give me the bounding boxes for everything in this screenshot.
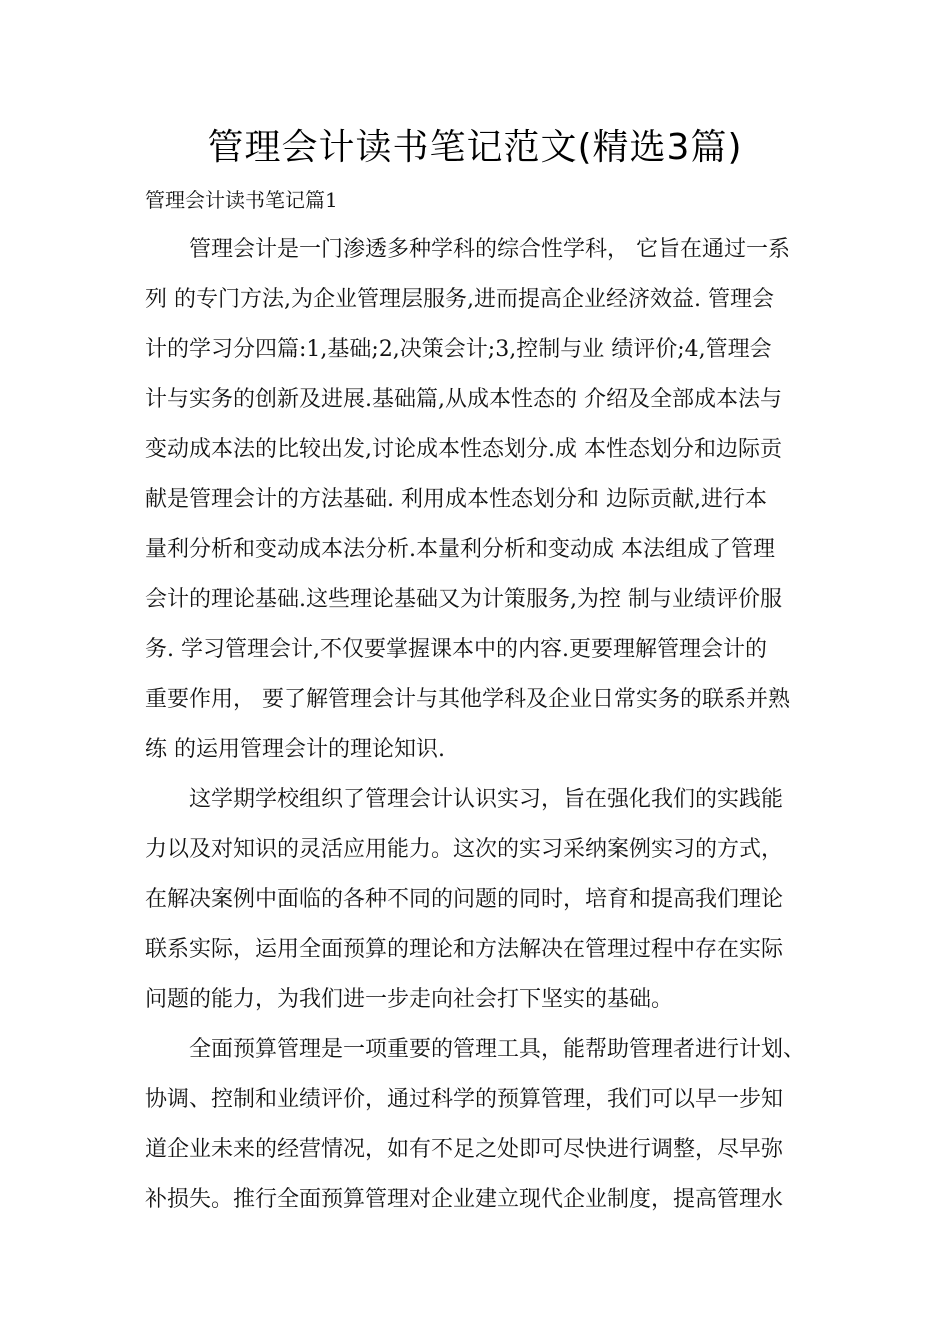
- paragraph-line: 变动成本法的比较出发,讨论成本性态划分.成 本性态划分和边际贡: [145, 437, 782, 462]
- paragraph-line: 会计的理论基础.这些理论基础又为计策服务,为控 制与业绩评价服: [145, 587, 782, 612]
- paragraph-line: 协调、控制和业绩评价，通过科学的预算管理，我们可以早一步知: [145, 1087, 784, 1112]
- paragraph-line: 问题的能力，为我们进一步走向社会打下坚实的基础。: [145, 987, 674, 1012]
- paragraph-line: 计与实务的创新及进展.基础篇,从成本性态的 介绍及全部成本法与: [145, 387, 782, 412]
- paragraph-line: 计的学习分四篇:1,基础;2,决策会计;3,控制与业 绩评价;4,管理会: [145, 337, 772, 362]
- paragraph-line: 量利分析和变动成本法分析.本量利分析和变动成 本法组成了管理: [145, 537, 775, 562]
- paragraph-line: 献是管理会计的方法基础. 利用成本性态划分和 边际贡献,进行本: [145, 487, 767, 512]
- paragraph-line: 管理会计是一门渗透多种学科的综合性学科， 它旨在通过一系: [189, 237, 790, 262]
- paragraph-line: 重要作用， 要了解管理会计与其他学科及企业日常实务的联系并熟: [145, 687, 790, 712]
- paragraph-line: 练 的运用管理会计的理论知识.: [145, 737, 445, 762]
- paragraph-line: 这学期学校组织了管理会计认识实习，旨在强化我们的实践能: [189, 787, 784, 812]
- paragraph-line: 列 的专门方法,为企业管理层服务,进而提高企业经济效益. 管理会: [145, 287, 774, 312]
- paragraph-line: 道企业未来的经营情况，如有不足之处即可尽快进行调整，尽早弥: [145, 1137, 784, 1162]
- paragraph: [145, 775, 825, 1025]
- section-heading: 管理会计读书笔记篇1: [145, 188, 338, 212]
- paragraph-line: 补损失。推行全面预算管理对企业建立现代企业制度，提高管理水: [145, 1187, 784, 1212]
- paragraph-line: 在解决案例中面临的各种不同的问题的同时，培育和提高我们理论: [145, 887, 784, 912]
- paragraph-line: 务. 学习管理会计,不仅要掌握课本中的内容.更要理解管理会计的: [145, 637, 767, 662]
- paragraph: [145, 225, 825, 775]
- paragraph-line: 力以及对知识的灵活应用能力。这次的实习采纳案例实习的方式，: [145, 837, 784, 862]
- document-title: 管理会计读书笔记范文(精选3篇): [207, 127, 743, 168]
- paragraph: [145, 1025, 825, 1225]
- paragraph-line: 联系实际，运用全面预算的理论和方法解决在管理过程中存在实际: [145, 937, 784, 962]
- paragraph-line: 全面预算管理是一项重要的管理工具，能帮助管理者进行计划、: [189, 1037, 806, 1062]
